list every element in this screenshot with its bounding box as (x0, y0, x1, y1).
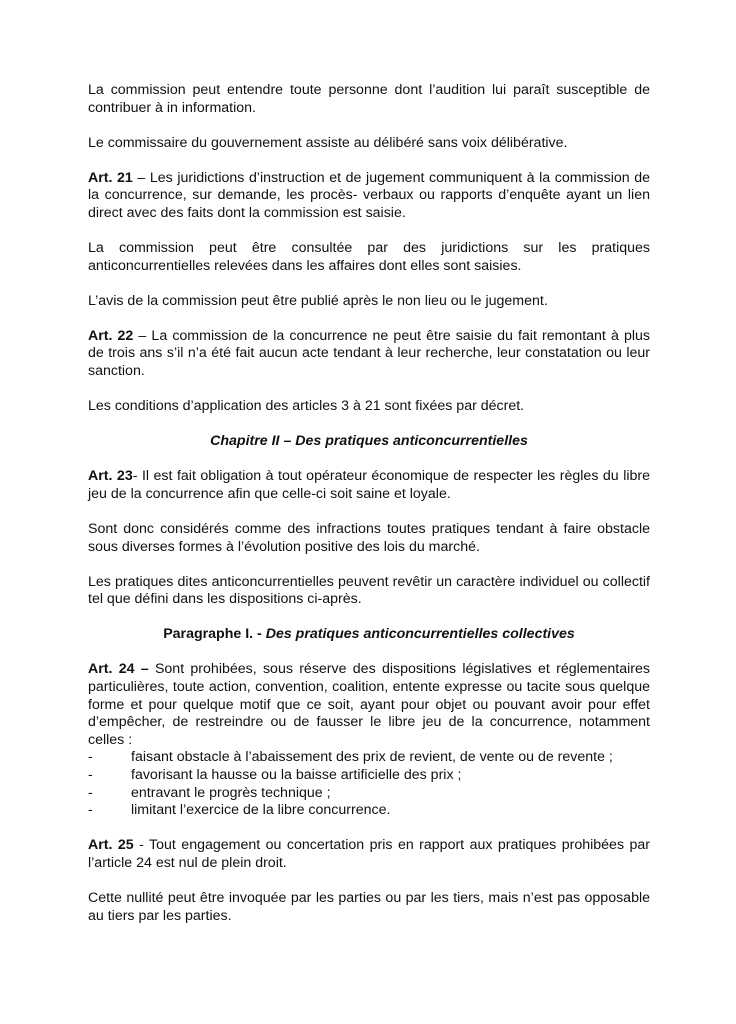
article-23-label: Art. 23 (88, 468, 133, 485)
paragraph-heading (88, 626, 650, 644)
paragraph-application-conditions: Les conditions d’application des articles 3 à 21 sont fixées par décret. (88, 398, 525, 415)
list-item (88, 802, 650, 820)
article-21-label: Art. 21 (88, 169, 133, 186)
paragraph-infractions: Sont donc considérés comme des infractions toutes pratiques tendant à faire obstacle sous diverses formes à l’évolution positive des lois du marché. (88, 521, 650, 555)
list-item-text: entravant le progrès technique ; (131, 784, 331, 801)
paragraph-nullity: Cette nullité peut être invoquée par les parties ou par les tiers, mais n’est pas opposable au tiers par les parties. (88, 890, 650, 924)
article-21-text: – Les juridictions d’instruction et de jugement communiquent à la commission de la concurrence, sur demande, les procès- verbaux ou rapports d’enquête ayant un lien direct avec des faits dont la commission est saisie. (88, 169, 651, 221)
list-item-text: limitant l’exercice de la libre concurrence. (131, 802, 391, 819)
chapter-title: Chapitre II – Des pratiques anticoncurrentielles (210, 433, 528, 450)
article-25 (88, 837, 650, 872)
list-dash-mark: - (88, 767, 93, 784)
list-item (88, 785, 650, 803)
list-dash-mark: - (88, 802, 93, 819)
paragraph-heading-title: Des pratiques anticoncurrentielles collectives (265, 626, 575, 643)
chapter-heading (88, 433, 650, 451)
list-dash-mark: - (88, 784, 93, 801)
article-24-list (88, 749, 650, 819)
article-24 (88, 661, 650, 749)
article-25-label: Art. 25 (88, 837, 134, 854)
article-23 (88, 468, 650, 503)
paragraph-government-commissioner: Le commissaire du gouvernement assiste au délibéré sans voix délibérative. (88, 134, 568, 151)
paragraph-commission-opinion: L’avis de la commission peut être publié après le non lieu ou le jugement. (88, 292, 548, 309)
paragraph-commission-hearing: La commission peut entendre toute personne dont l’audition lui paraît susceptible de contribuer à in information. (88, 82, 650, 116)
article-21 (88, 170, 650, 223)
article-22-label: Art. 22 (88, 327, 134, 344)
paragraph-commission-consulted: La commission peut être consultée par des juridictions sur les pratiques anticoncurrentielles relevées dans les affaires dont elles sont saisies. (88, 240, 650, 274)
paragraph-heading-prefix: Paragraphe I. - (163, 626, 266, 643)
list-item-text: faisant obstacle à l’abaissement des prix de revient, de vente ou de revente ; (131, 749, 613, 766)
list-item (88, 767, 650, 785)
article-22-text: – La commission de la concurrence ne peut être saisie du fait remontant à plus de trois ans s’il n’a été fait aucun acte tendant à leur recherche, leur constatation ou leur sanction. (88, 327, 651, 380)
list-item-text: favorisant la hausse ou la baisse artificielle des prix ; (131, 767, 462, 784)
list-dash-mark: - (88, 749, 93, 766)
article-25-text: - Tout engagement ou concertation pris en rapport aux pratiques prohibées par l’article 24 est nul de plein droit. (88, 837, 650, 871)
article-22 (88, 328, 650, 381)
list-item (88, 749, 650, 767)
article-24-label: Art. 24 – (88, 661, 149, 678)
article-24-text: Sont prohibées, sous réserve des dispositions législatives et réglementaires particulières, toute action, convention, coalition, entente expresse ou tacite sous quelque forme et pour quelque motif que ce soit, ayant pour objet ou pouvant avoir pour effet d’empêcher, de restreindre ou de fausser le libre jeu de la concurrence, notamment celles : (88, 661, 650, 748)
paragraph-practices-character: Les pratiques dites anticoncurrentielles peuvent revêtir un caractère individuel ou collectif tel que défini dans les dispositions ci-après. (88, 573, 650, 608)
article-23-text: - Il est fait obligation à tout opérateur économique de respecter les règles du libre jeu de la concurrence afin que celle-ci soit saine et loyale. (88, 468, 651, 502)
document-page (88, 82, 650, 943)
